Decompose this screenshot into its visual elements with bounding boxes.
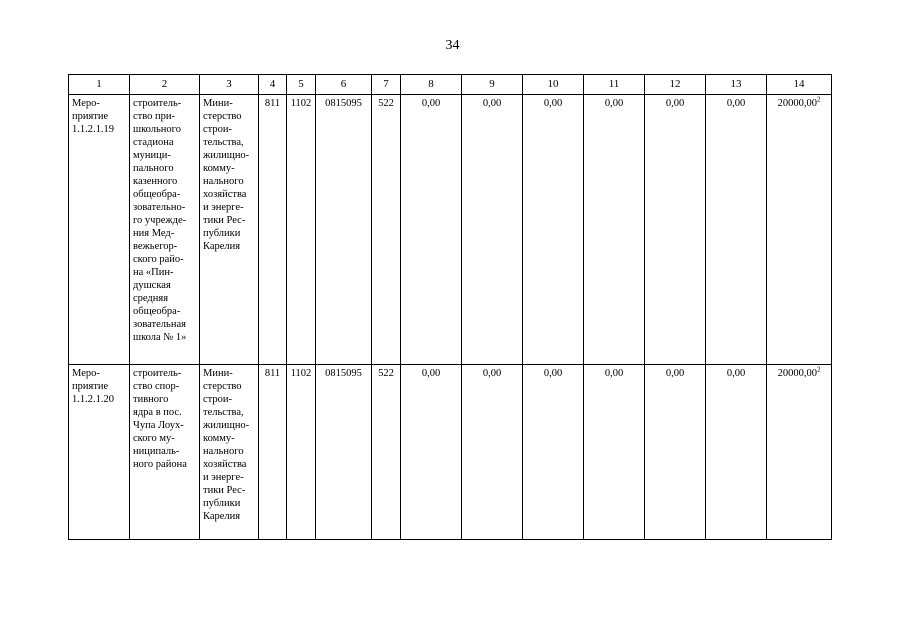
header-cell: 11 <box>584 75 645 95</box>
amount-cell: 0,00 <box>523 365 584 540</box>
table-header-row <box>69 75 832 95</box>
total-amount-cell <box>767 365 832 540</box>
page-number: 34 <box>445 38 460 53</box>
amount-cell: 0,00 <box>645 95 706 365</box>
responsible-ministry-cell: Мини- стерство строи- тельства, жилищно- комму- нального хозяйства и энерге- тики Рес- публики Карелия <box>200 365 259 540</box>
footnote-marker: 2 <box>816 365 821 374</box>
header-cell: 3 <box>200 75 259 95</box>
header-cell: 6 <box>316 75 372 95</box>
event-description-cell: строитель- ство при- школьного стадиона муници- пального казенного общеобра- зовательно- го учрежде- ния Мед- вежьегор- ского райо- на «Пин- душская средняя общеобра- зовательная школа № 1» <box>130 95 200 365</box>
header-cell: 13 <box>706 75 767 95</box>
header-cell: 5 <box>287 75 316 95</box>
amount-cell: 0,00 <box>706 95 767 365</box>
code-cell: 0815095 <box>316 95 372 365</box>
header-cell: 10 <box>523 75 584 95</box>
responsible-ministry-cell: Мини- стерство строи- тельства, жилищно- комму- нального хозяйства и энерге- тики Рес- публики Карелия <box>200 95 259 365</box>
header-cell: 2 <box>130 75 200 95</box>
code-cell: 0815095 <box>316 365 372 540</box>
table-row <box>69 365 832 540</box>
amount-cell: 0,00 <box>462 95 523 365</box>
event-code-cell: Меро- приятие 1.1.2.1.20 <box>69 365 130 540</box>
header-cell: 8 <box>401 75 462 95</box>
code-cell: 811 <box>259 365 287 540</box>
amount-cell: 0,00 <box>645 365 706 540</box>
code-cell: 522 <box>372 365 401 540</box>
amount-cell: 0,00 <box>706 365 767 540</box>
header-cell: 4 <box>259 75 287 95</box>
total-amount-value: 20000,00 <box>777 98 817 109</box>
budget-table <box>68 74 832 540</box>
header-cell: 12 <box>645 75 706 95</box>
event-description-cell: строитель- ство спор- тивного ядра в пос. Чупа Лоух- ского му- ниципаль- ного района <box>130 365 200 540</box>
code-cell: 522 <box>372 95 401 365</box>
amount-cell: 0,00 <box>401 365 462 540</box>
amount-cell: 0,00 <box>462 365 523 540</box>
header-cell: 1 <box>69 75 130 95</box>
amount-cell: 0,00 <box>584 365 645 540</box>
code-cell: 1102 <box>287 95 316 365</box>
amount-cell: 0,00 <box>401 95 462 365</box>
footnote-marker: 2 <box>816 95 821 104</box>
total-amount-cell <box>767 95 832 365</box>
header-cell: 9 <box>462 75 523 95</box>
table-row <box>69 95 832 365</box>
code-cell: 1102 <box>287 365 316 540</box>
amount-cell: 0,00 <box>584 95 645 365</box>
total-amount-value: 20000,00 <box>777 368 817 379</box>
amount-cell: 0,00 <box>523 95 584 365</box>
header-cell: 14 <box>767 75 832 95</box>
header-cell: 7 <box>372 75 401 95</box>
event-code-cell: Меро- приятие 1.1.2.1.19 <box>69 95 130 365</box>
code-cell: 811 <box>259 95 287 365</box>
